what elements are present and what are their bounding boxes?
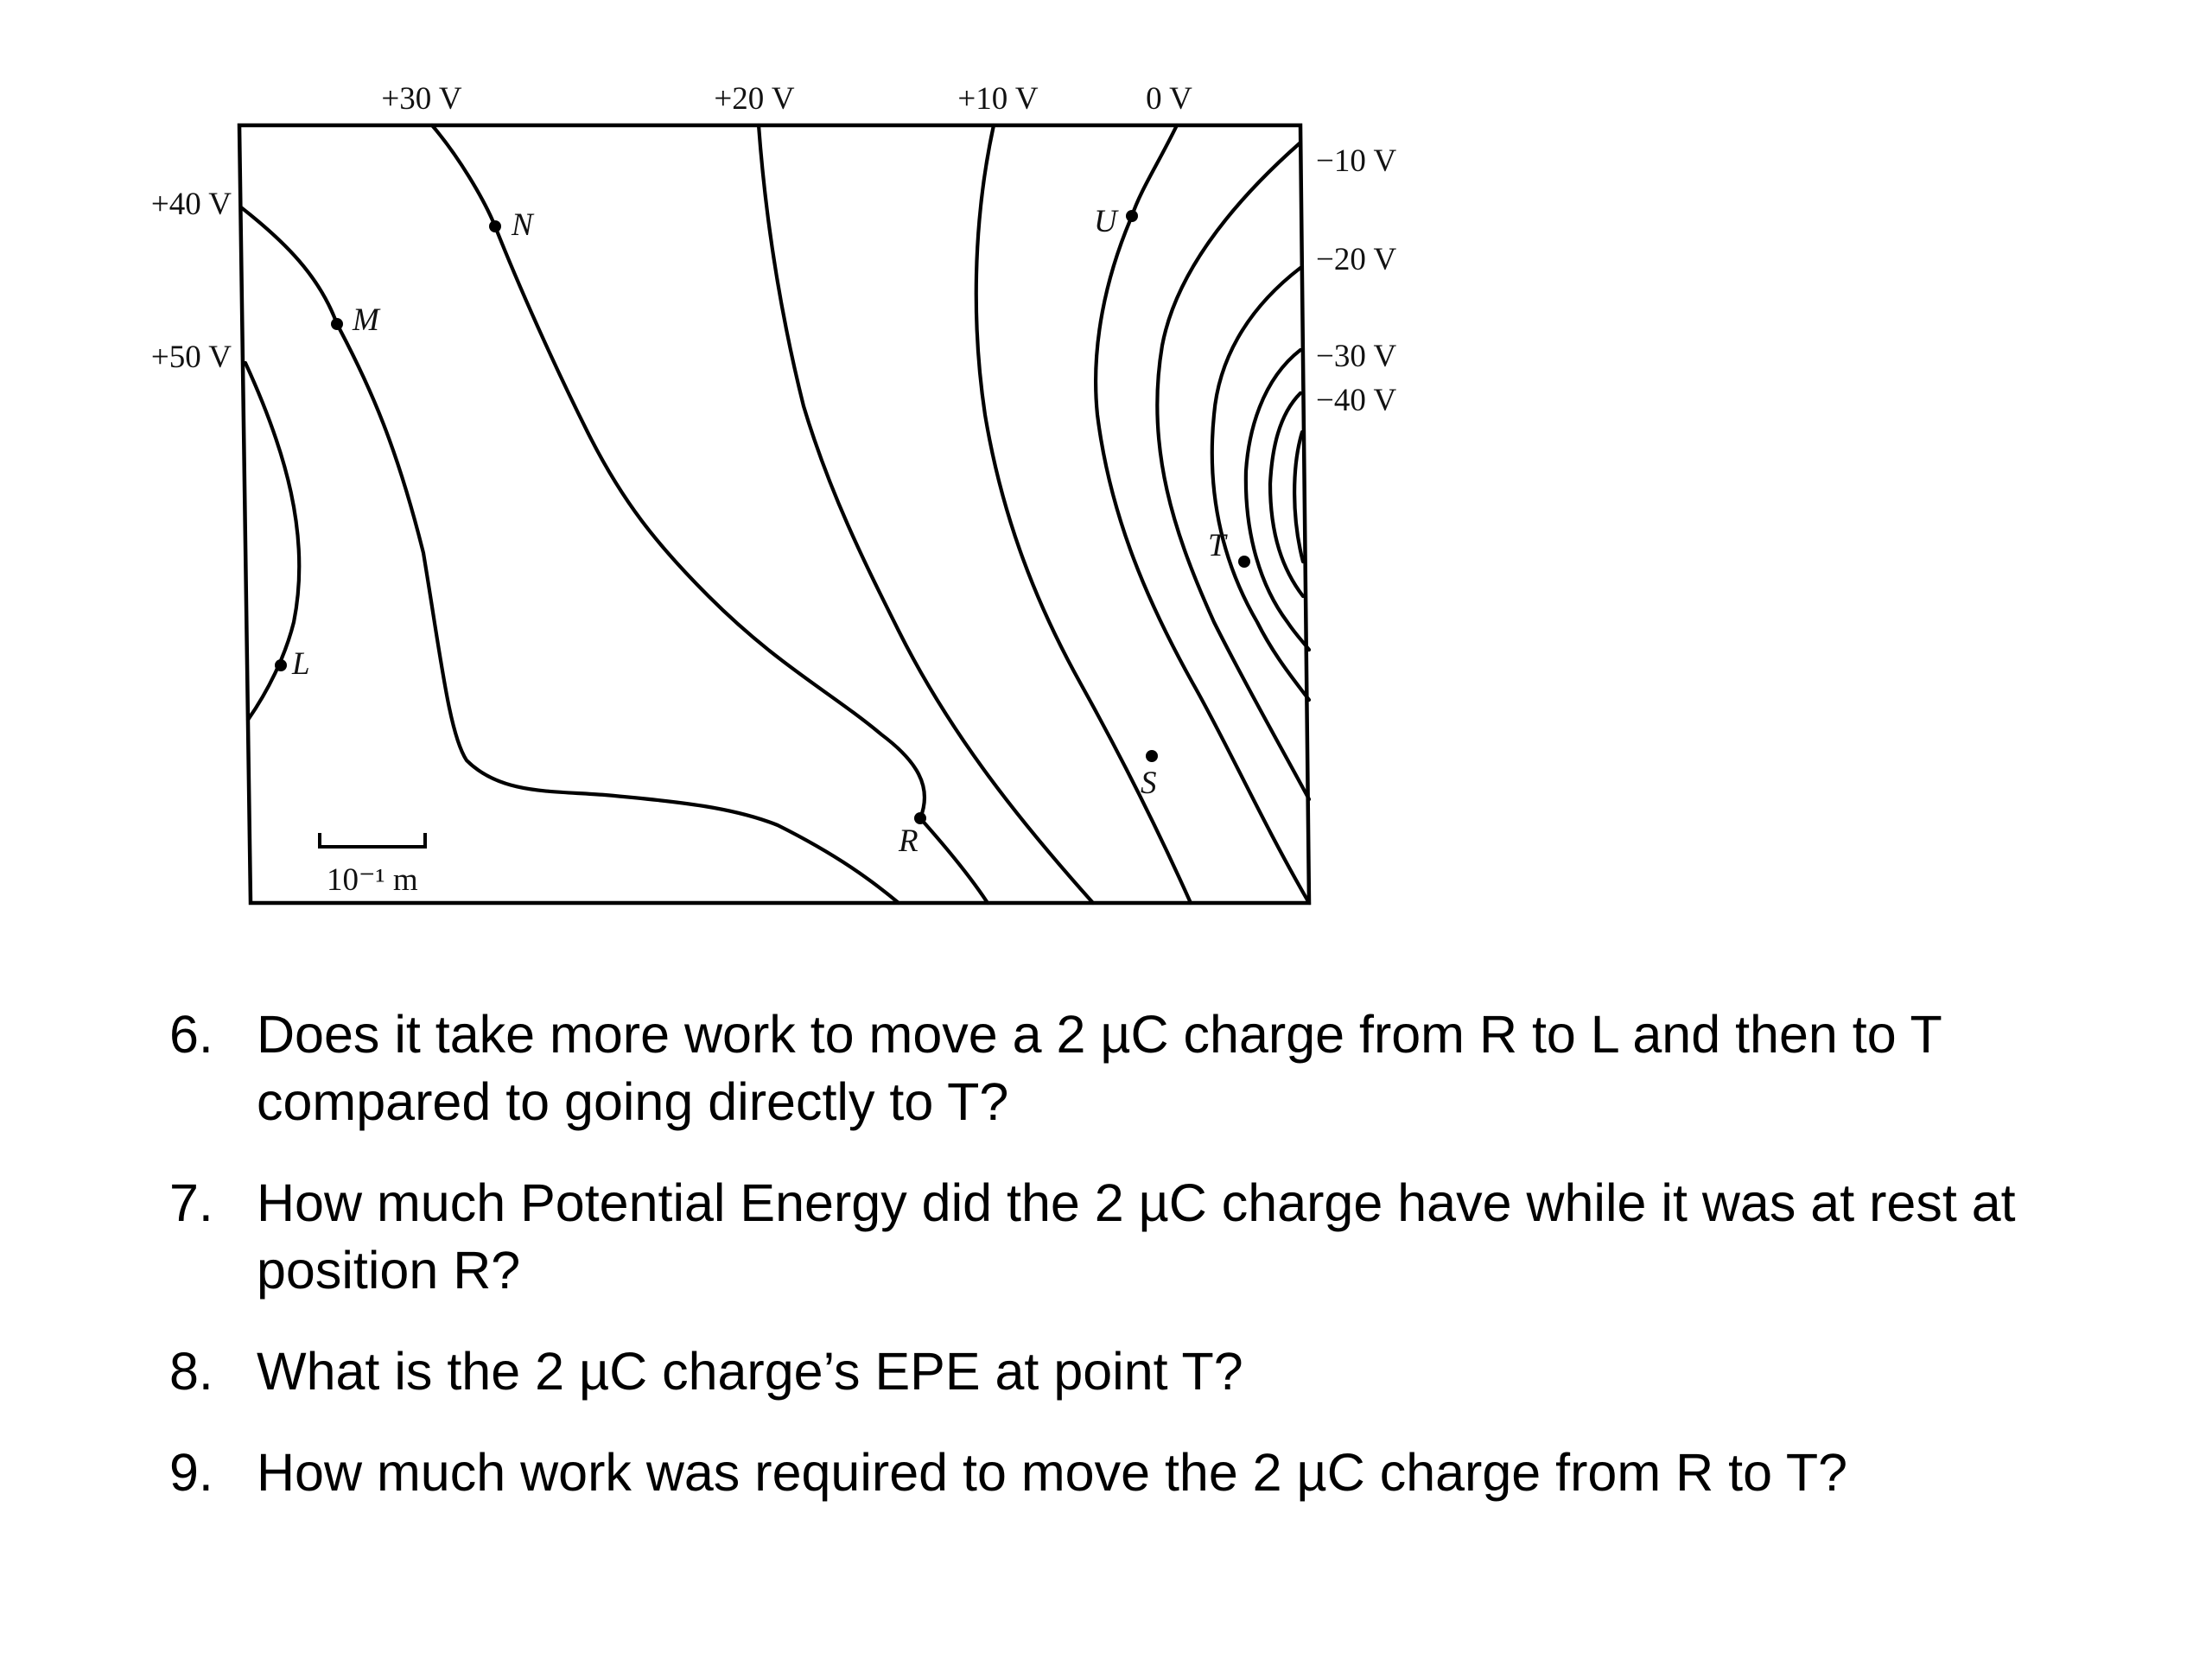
point-t-label: T	[1208, 528, 1226, 563]
point-s-label: S	[1141, 766, 1157, 801]
scale-label: 10⁻¹ m	[327, 862, 418, 898]
contour-0v	[1096, 125, 1309, 903]
question-6	[169, 1001, 2027, 1135]
question-text: What is the 2 µC charge’s EPE at point T?	[257, 1342, 1243, 1401]
contour-minus10v	[1157, 143, 1309, 799]
point-s-dot	[1146, 750, 1158, 762]
scale-bar	[320, 833, 425, 847]
top-label-10v: +10 V	[957, 81, 1039, 117]
right-label-minus20v: −20 V	[1316, 242, 1397, 277]
point-t-dot	[1238, 556, 1250, 568]
left-label-40v: +40 V	[150, 187, 232, 222]
contour-minus50v	[1294, 432, 1303, 562]
point-u-dot	[1126, 210, 1138, 222]
question-number: 8.	[169, 1342, 213, 1401]
left-label-50v: +50 V	[150, 340, 232, 375]
contour-20v	[759, 125, 1093, 903]
contour-10v	[976, 125, 1191, 903]
question-9	[169, 1439, 2027, 1506]
right-label-minus30v: −30 V	[1316, 339, 1397, 374]
question-list	[169, 1001, 2027, 1540]
right-label-minus10v: −10 V	[1316, 143, 1397, 179]
point-l-dot	[275, 659, 287, 671]
right-label-minus40v: −40 V	[1316, 383, 1397, 418]
contour-50v	[245, 363, 299, 720]
point-l-label: L	[292, 646, 310, 682]
question-7	[169, 1169, 2027, 1304]
top-label-30v: +30 V	[381, 81, 462, 117]
top-label-0v: 0 V	[1146, 81, 1192, 117]
question-number: 7.	[169, 1173, 213, 1232]
contour-minus40v	[1270, 393, 1303, 596]
point-n-label: N	[512, 207, 533, 243]
question-text: How much work was required to move the 2 µC charge from R to T?	[257, 1443, 1848, 1502]
question-text: How much Potential Energy did the 2 µC charge have while it was at rest at position R?	[257, 1173, 2016, 1300]
question-text: Does it take more work to move a 2 µC charge from R to L and then to T compared to going directly to T?	[257, 1005, 1942, 1131]
question-number: 6.	[169, 1005, 213, 1064]
point-r-label: R	[899, 823, 918, 859]
point-m-dot	[331, 318, 343, 330]
question-number: 9.	[169, 1443, 213, 1502]
question-8	[169, 1338, 2027, 1405]
point-r-dot	[914, 812, 926, 824]
point-n-dot	[489, 220, 501, 232]
point-m-label: M	[353, 302, 379, 338]
point-u-label: U	[1094, 204, 1117, 239]
top-label-20v: +20 V	[714, 81, 795, 117]
contour-40v	[241, 207, 899, 903]
